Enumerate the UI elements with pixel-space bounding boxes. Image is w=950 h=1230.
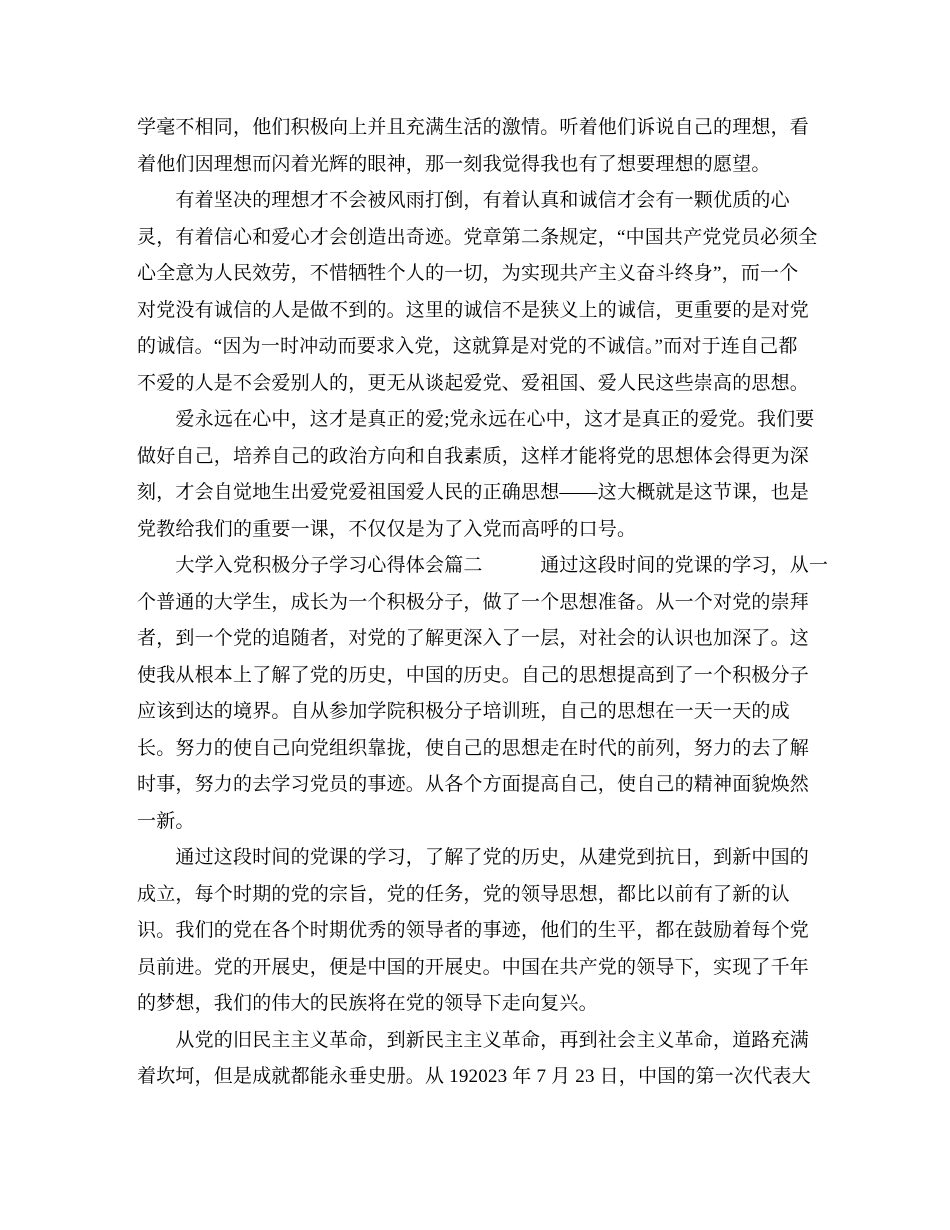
text-line: 对党没有诚信的人是做不到的。这里的诚信不是狭义上的诚信，更重要的是对党: [137, 299, 810, 321]
text-line: 通过这段时间的党课的学习，了解了党的历史，从建党到抗日，到新中国的: [137, 847, 810, 868]
text-line: 者，到一个党的追随者，对党的了解更深入了一层，对社会的认识也加深了。这: [137, 628, 810, 649]
text-line: 党教给我们的重要一课，不仅仅是为了入党而高呼的口号。: [137, 518, 637, 540]
text-line: 的梦想，我们的伟大的民族将在党的领导下走向复兴。: [137, 993, 598, 1014]
text-line: 着他们因理想而闪着光辉的眼神，那一刻我觉得我也有了想要理想的愿望。: [137, 153, 771, 175]
text-line: 的诚信。“因为一时冲动而要求入党，这就算是对党的不诚信。”而对于连自己都: [137, 336, 798, 357]
text-line: 有着坚决的理想才不会被风雨打倒，有着认真和诚信才会有一颗优质的心: [137, 190, 790, 211]
text-line: 一新。: [137, 810, 195, 832]
text-line: 学毫不相同，他们积极向上并且充满生活的激情。听着他们诉说自己的理想，看: [137, 117, 810, 138]
text-line: 刻，才会自觉地生出爱党爱祖国爱人民的正确思想——这大概就是这节课，也是: [137, 482, 810, 503]
text-line: 从党的旧民主主义革命，到新民主主义革命，再到社会主义革命，道路充满: [137, 1029, 810, 1051]
text-line: 不爱的人是不会爱别人的，更无从谈起爱党、爱祖国、爱人民这些崇高的思想。: [137, 372, 810, 394]
text-line: 着坎坷，但是成就都能永垂史册。从 192023 年 7 月 23 日，中国的第一次代表大: [137, 1066, 811, 1087]
text-line: 爱永远在心中，这才是真正的爱;党永远在心中，这才是真正的爱党。我们要: [137, 409, 815, 430]
text-line: 使我从根本上了解了党的历史，中国的历史。自己的思想提高到了一个积极分子: [137, 664, 810, 686]
text-line: 个普通的大学生，成长为一个积极分子，做了一个思想准备。从一个对党的崇拜: [137, 591, 810, 613]
text-line: 识。我们的党在各个时期优秀的领导者的事迹，他们的生平，都在鼓励着每个党: [137, 920, 810, 941]
text-line: 成立，每个时期的党的宗旨，党的任务，党的领导思想，都比以前有了新的认: [137, 883, 790, 905]
text-line: 灵，有着信心和爱心才会创造出奇迹。党章第二条规定，“中国共产党党员必须全: [137, 226, 818, 248]
text-line: 做好自己，培养自己的政治方向和自我素质，这样才能将党的思想体会得更为深: [137, 445, 810, 467]
text-line: 应该到达的境界。自从参加学院积极分子培训班，自己的思想在一天一天的成: [137, 701, 790, 722]
text-line-section-heading: 大学入党积极分子学习心得体会篇二 通过这段时间的党课的学习，从一: [137, 555, 829, 576]
document-text-block: [137, 110, 837, 1096]
text-line: 员前进。党的开展史，便是中国的开展史。中国在共产党的领导下，实现了千年: [137, 956, 810, 978]
text-line: 心全意为人民效劳，不惜牺牲个人的一切，为实现共产主义奋斗终身”，而一个: [137, 263, 799, 284]
text-line: 时事，努力的去学习党员的事迹。从各个方面提高自己，使自己的精神面貌焕然: [137, 774, 810, 795]
text-line: 长。努力的使自己向党组织靠拢，使自己的思想走在时代的前列，努力的去了解: [137, 737, 810, 759]
